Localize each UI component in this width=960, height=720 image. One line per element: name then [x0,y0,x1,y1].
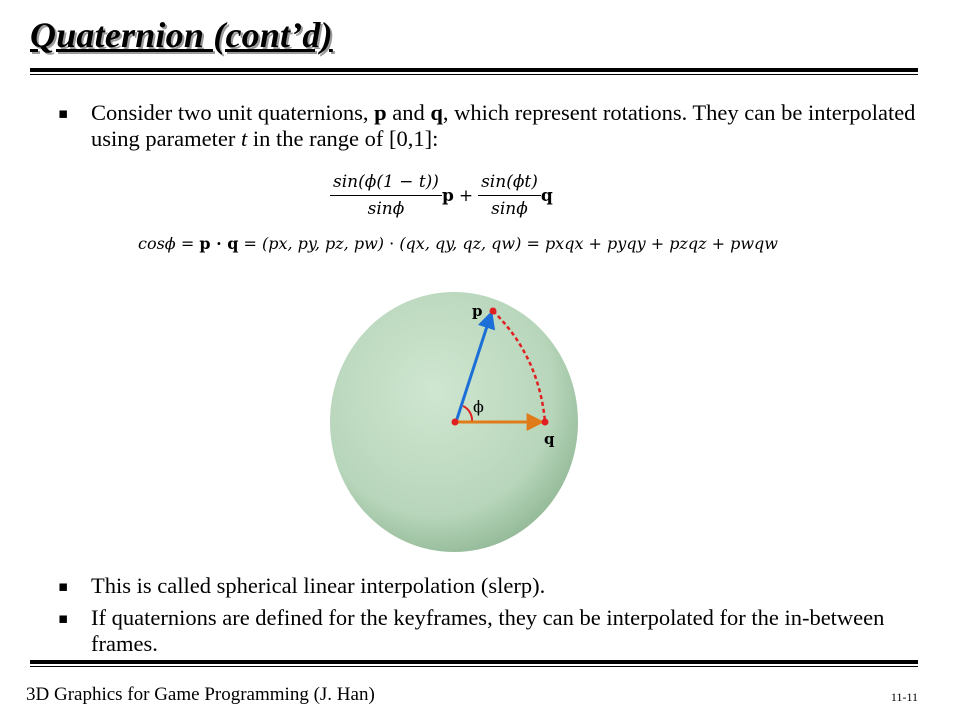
cos-expansion: pxqx + pyqy + pzqz + pwqw [544,234,778,253]
origin-point [452,419,459,426]
slerp-fraction-2 [478,172,541,219]
frac1-denominator: sinϕ [367,199,405,219]
bullet-1-t: t [240,126,248,151]
cos-eq-3: = [526,234,540,253]
page-number: 11-11 [890,690,918,704]
cos-formula [138,234,778,253]
bullet-1 [58,100,918,152]
label-q: q [544,430,555,448]
bullet-marker: ▪ [58,577,69,595]
title-rule-thick [30,68,918,72]
frac1-numerator: sin(ϕ(1 − t)) [330,172,442,196]
bullet-1-p: p [374,100,387,125]
cos-p-tuple: (px, py, pz, pw) [262,234,385,253]
point-q [542,419,549,426]
slerp-vector-q: q [540,185,553,206]
bullet-2-text: This is called spherical linear interpolation (slerp). [91,573,546,598]
bullet-1-text [58,100,918,152]
slerp-formula [330,172,553,219]
bullet-1-part-c: , which represent rotations. They can be interpolated using parameter [91,100,916,151]
footer-rule-thin [30,666,918,667]
slerp-vector-p: p [441,185,454,206]
bullet-1-part-a: Consider two unit quaternions, [91,100,375,125]
cos-dot-expr: p · q [199,234,239,253]
bullet-marker: ▪ [58,609,69,627]
bullet-3-text: If quaternions are defined for the keyframes, they can be interpolated for the in-between frames. [91,605,885,656]
bullet-1-part-d: in the range of [0,1]: [247,126,439,151]
label-p: p [472,302,483,320]
title-rule-thin [30,74,918,75]
bullet-2 [58,573,918,599]
bullet-marker: ▪ [58,104,69,122]
slerp-plus: + [458,185,474,206]
cos-dot: · [389,234,395,253]
slerp-sphere-diagram [326,286,586,556]
cos-q-tuple: (qx, qy, qz, qw) [399,234,522,253]
cos-eq-1: = [180,234,195,253]
bullet-3 [58,605,918,657]
slerp-fraction-1 [330,172,442,219]
bullet-1-q: q [430,100,443,125]
bullet-1-part-b: and [386,100,431,125]
footer-credit: 3D Graphics for Game Programming (J. Han) [26,684,375,705]
cos-eq-2: = [243,234,257,253]
frac2-numerator: sin(ϕt) [478,172,541,196]
frac2-denominator: sinϕ [491,199,528,219]
slide-title: Quaternion (cont’d) [30,15,333,55]
point-p [490,308,497,315]
cos-lhs: cosϕ [138,234,176,253]
footer-rule-thick [30,660,918,664]
label-angle: ϕ [473,397,484,416]
